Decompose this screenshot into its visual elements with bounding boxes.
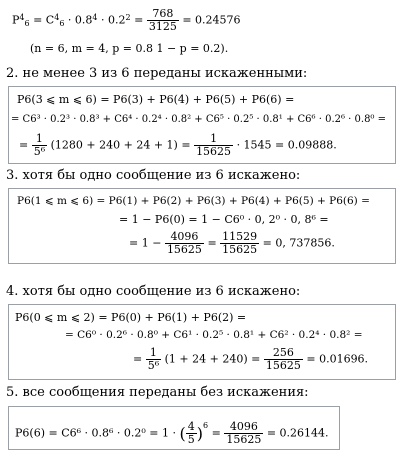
- section-2-heading: 2. не менее 3 из 6 переданы искаженными:: [6, 66, 308, 81]
- section-4-line2: = C6⁰ · 0.2⁶ · 0.8⁰ + C6¹ · 0.2⁵ · 0.8¹ + C6² · 0.2⁴ · 0.8² =: [65, 329, 363, 341]
- section-2-formula-box: [8, 86, 396, 164]
- fraction-1-15625: $\frac{1}{15625}$: [196, 132, 232, 158]
- section-4-line1: P6(0 ⩽ m ⩽ 2) = P6(0) + P6(1) + P6(2) =: [15, 311, 247, 324]
- section-5-line1: P6(6) = C6⁶ · 0.8⁶ · 0.2⁰ = 1 · ( $\frac{4}{5}$ )$^6$ = $\frac{4096}{15625}$ = 0.26144.: [15, 420, 329, 446]
- section-2-line3: = $\frac{1}{\text{5⁶}}$ (1280 + 240 + 24 + 1) = $\frac{1}{15625}$ · 1545 = 0.09888.: [19, 132, 337, 158]
- section-5-formula-box: [8, 406, 340, 450]
- fraction-4096-15625: $\frac{4096}{15625}$: [166, 230, 202, 256]
- section-3-line3: = 1 − $\frac{4096}{15625}$ = $\frac{11529}{15625}$ = 0, 737856.: [129, 230, 335, 256]
- section-2-line2: = C6³ · 0.2³ · 0.8³ + C6⁴ · 0.2⁴ · 0.8² + C6⁵ · 0.2⁵ · 0.8¹ + C6⁶ · 0.2⁶ · 0.8⁰ =: [11, 114, 386, 125]
- section-3-line1: P6(1 ⩽ m ⩽ 6) = P6(1) + P6(2) + P6(3) + P6(4) + P6(5) + P6(6) =: [17, 195, 370, 207]
- fraction-4-5: $\frac{4}{5}$: [187, 420, 195, 446]
- section-3-heading: 3. хотя бы одно сообщение из 6 искажено:: [6, 168, 301, 183]
- fraction-256-15625: $\frac{256}{15625}$: [265, 346, 301, 372]
- section-4-formula-box: [8, 304, 396, 380]
- top-formula-line2: (n = 6, m = 4, p = 0.8 1 − p = 0.2).: [30, 42, 229, 55]
- section-5-heading: 5. все сообщения переданы без искажения:: [6, 385, 309, 400]
- section-4-heading: 4. хотя бы одно сообщение из 6 искажено:: [6, 284, 301, 299]
- section-2-line1: P6(3 ⩽ m ⩽ 6) = P6(3) + P6(4) + P6(5) + P6(6) =: [17, 93, 295, 106]
- fraction-1-5pow6-b: $\frac{1}{\text{5⁶}}$: [147, 346, 160, 372]
- section-3-line2: = 1 − P6(0) = 1 − C6⁰ · 0, 2⁰ · 0, 8⁶ =: [119, 213, 329, 226]
- fraction-768-3125: $\frac{768}{3125}$: [148, 7, 177, 33]
- top-formula-line1: $P^4_6 = C^4_6 \cdot 0.8^4 \cdot 0.2^2$ = $\frac{768}{3125}$ = 0.24576: [12, 7, 241, 33]
- fraction-1-5pow6: $\frac{1}{\text{5⁶}}$: [33, 132, 46, 158]
- fraction-4096-15625-b: $\frac{4096}{15625}$: [226, 420, 262, 446]
- fraction-11529-15625: $\frac{11529}{15625}$: [222, 230, 258, 256]
- section-3-formula-box: [8, 188, 396, 264]
- section-4-line3: = $\frac{1}{\text{5⁶}}$ (1 + 24 + 240) = $\frac{256}{15625}$ = 0.01696.: [133, 346, 369, 372]
